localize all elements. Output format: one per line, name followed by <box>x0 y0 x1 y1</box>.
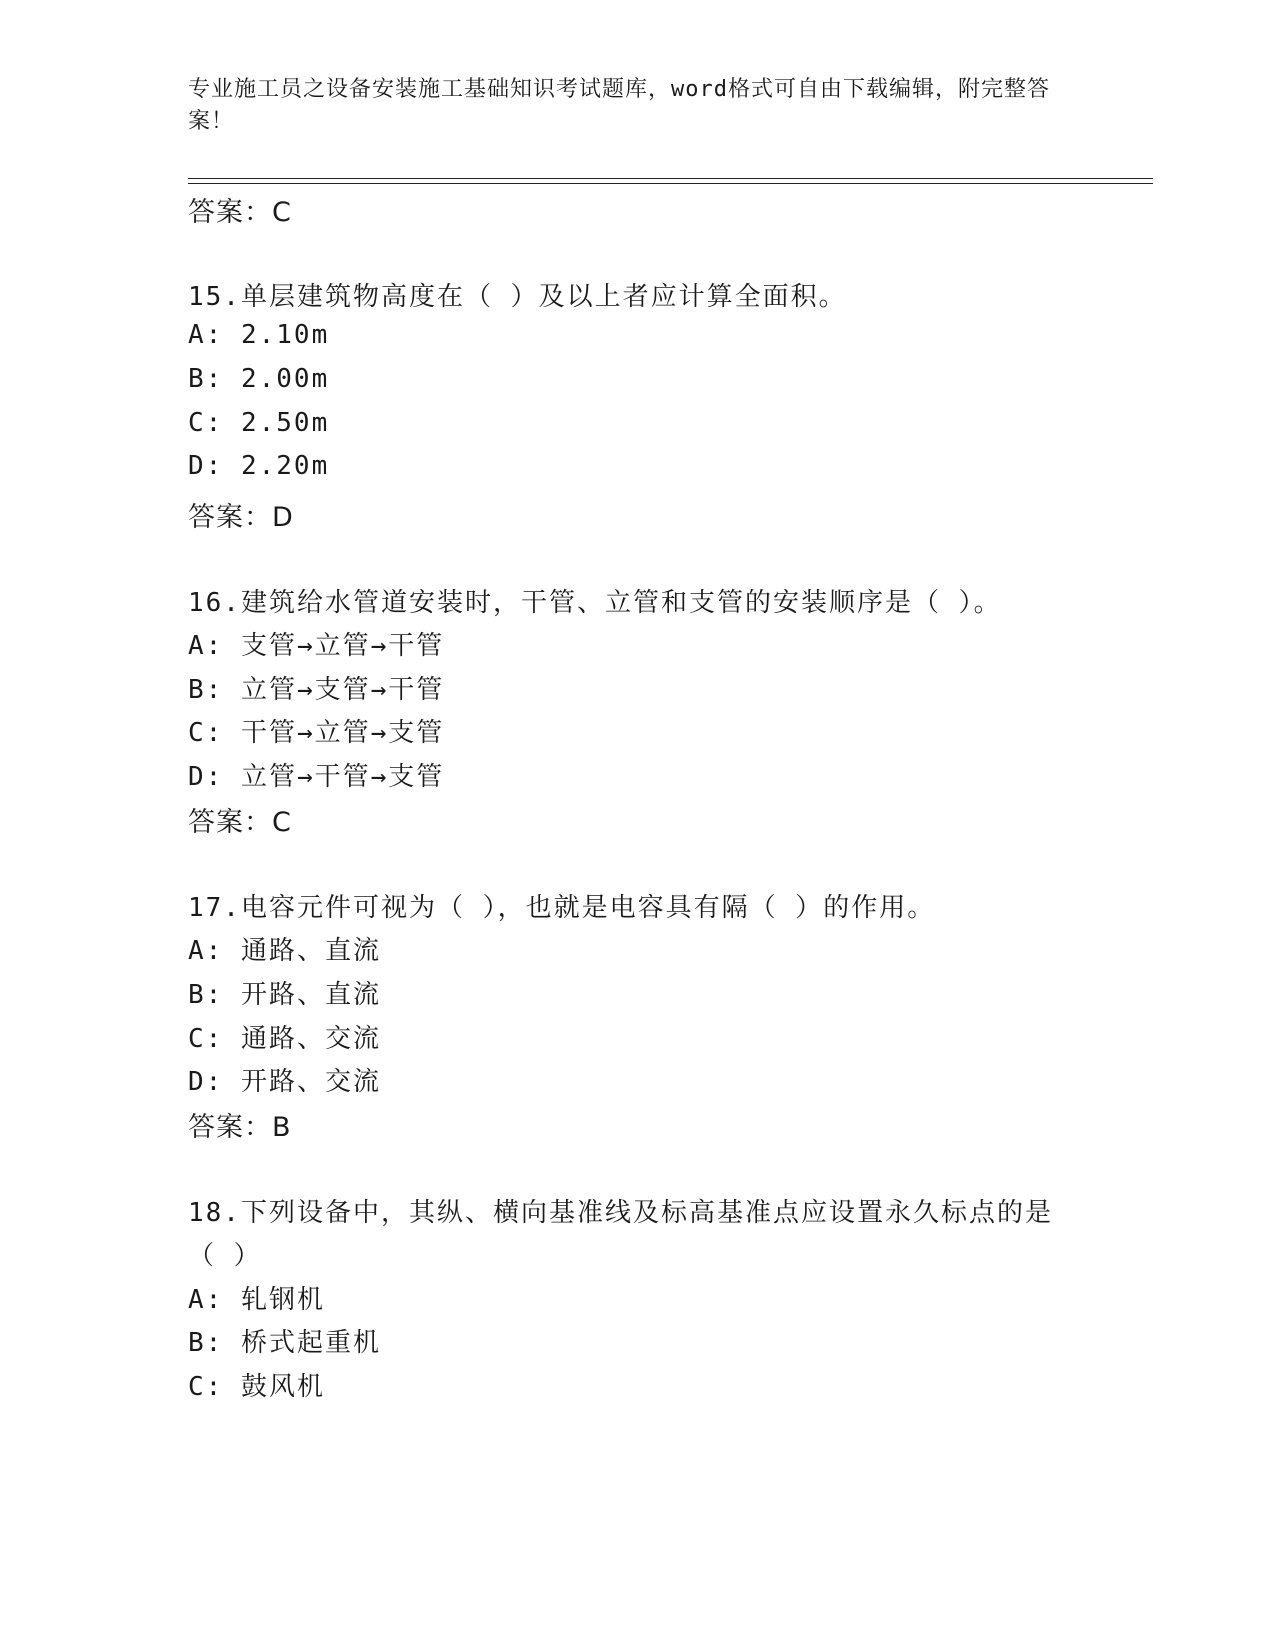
question-stem: 15.单层建筑物高度在（ ）及以上者应计算全面积。 <box>188 282 847 312</box>
answer-line: 答案：D <box>188 502 294 533</box>
option-a: A: 2.10m <box>188 320 330 350</box>
header-divider-top <box>188 178 1153 179</box>
option-c: C: 干管→立管→支管 <box>188 718 445 748</box>
answer-line: 答案：B <box>188 1112 292 1143</box>
option-c: C: 通路、交流 <box>188 1024 381 1054</box>
question-stem: 17.电容元件可视为（ ），也就是电容具有隔（ ）的作用。 <box>188 893 936 923</box>
question-stem-continuation: （ ） <box>188 1241 262 1271</box>
option-a: A: 轧钢机 <box>188 1285 325 1315</box>
option-c: C: 鼓风机 <box>188 1372 325 1402</box>
option-d: D: 立管→干管→支管 <box>188 762 445 792</box>
header-divider-bottom <box>188 183 1153 184</box>
option-b: B: 桥式起重机 <box>188 1328 381 1358</box>
option-a: A: 支管→立管→干管 <box>188 631 445 661</box>
option-d: D: 2.20m <box>188 451 330 481</box>
question-stem: 16.建筑给水管道安装时，干管、立管和支管的安装顺序是（ ）。 <box>188 588 1002 618</box>
question-stem: 18.下列设备中，其纵、横向基准线及标高基准点应设置永久标点的是 <box>188 1198 1053 1228</box>
option-b: B: 2.00m <box>188 364 330 394</box>
answer-line: 答案：C <box>188 807 292 838</box>
document-header: 专业施工员之设备安装施工基础知识考试题库，word格式可自由下载编辑，附完整答案！ <box>188 77 1050 134</box>
option-b: B: 立管→支管→干管 <box>188 675 445 705</box>
option-c: C: 2.50m <box>188 408 330 438</box>
option-d: D: 开路、交流 <box>188 1067 381 1097</box>
option-b: B: 开路、直流 <box>188 980 381 1010</box>
answer-line: 答案：C <box>188 197 292 228</box>
option-a: A: 通路、直流 <box>188 936 381 966</box>
